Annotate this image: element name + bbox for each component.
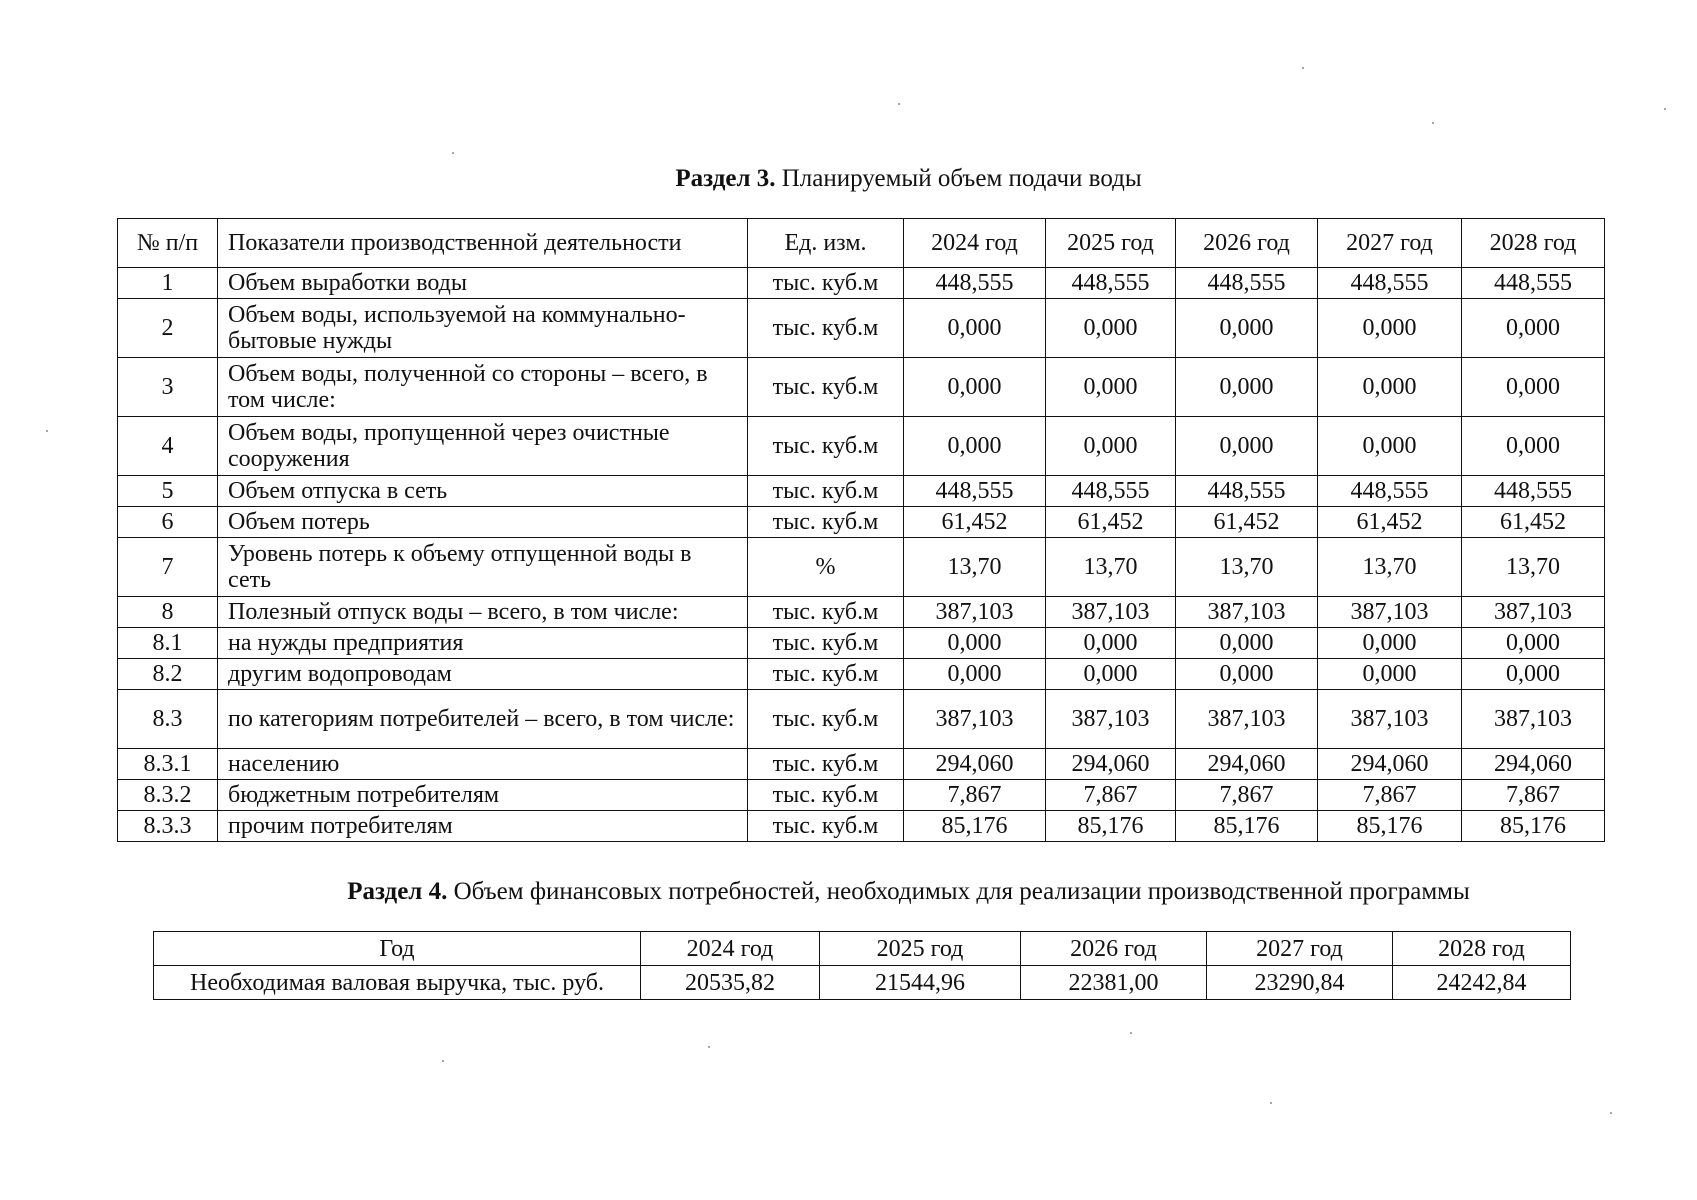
section-4-title-text: Объем финансовых потребностей, необходимых для реализации производственной программы xyxy=(447,878,1470,905)
header-num: № п/п xyxy=(118,219,218,268)
row-unit: тыс. куб.м xyxy=(748,597,904,628)
row-num: 8.3.1 xyxy=(118,749,218,780)
scan-speck xyxy=(442,1060,444,1062)
financial-header-year-2026: 2026 год xyxy=(1021,932,1207,966)
row-value: 387,103 xyxy=(1462,690,1605,749)
table-row xyxy=(118,628,1605,659)
row-unit: тыс. куб.м xyxy=(748,811,904,842)
row-value: 7,867 xyxy=(1176,780,1318,811)
row-value: 0,000 xyxy=(904,299,1046,358)
financial-value-2027: 23290,84 xyxy=(1207,966,1393,1000)
row-value: 387,103 xyxy=(904,597,1046,628)
section-3-title xyxy=(60,164,1697,194)
financial-header-label: Год xyxy=(154,932,641,966)
row-label: на нужды предприятия xyxy=(218,628,748,659)
row-value: 0,000 xyxy=(1318,299,1462,358)
row-unit: тыс. куб.м xyxy=(748,780,904,811)
row-label: бюджетным потребителям xyxy=(218,780,748,811)
row-value: 294,060 xyxy=(904,749,1046,780)
section-3-title-bold: Раздел 3. xyxy=(675,165,776,192)
row-unit: тыс. куб.м xyxy=(748,690,904,749)
row-value: 13,70 xyxy=(1046,538,1176,597)
row-unit: тыс. куб.м xyxy=(748,507,904,538)
row-value: 0,000 xyxy=(1046,299,1176,358)
scan-speck xyxy=(898,103,900,105)
row-label: по категориям потребителей – всего, в том числе: xyxy=(218,690,748,749)
table-row xyxy=(118,811,1605,842)
table-row xyxy=(118,749,1605,780)
financial-row-label: Необходимая валовая выручка, тыс. руб. xyxy=(154,966,641,1000)
scan-speck xyxy=(1610,1112,1612,1114)
row-num: 3 xyxy=(118,358,218,417)
row-num: 4 xyxy=(118,417,218,476)
row-num: 1 xyxy=(118,268,218,299)
row-value: 0,000 xyxy=(1462,417,1605,476)
row-value: 7,867 xyxy=(904,780,1046,811)
row-num: 8.1 xyxy=(118,628,218,659)
row-value: 0,000 xyxy=(1462,358,1605,417)
scan-speck xyxy=(1130,1032,1132,1034)
row-value: 0,000 xyxy=(1462,659,1605,690)
row-value: 0,000 xyxy=(1046,659,1176,690)
row-value: 387,103 xyxy=(1176,597,1318,628)
row-value: 61,452 xyxy=(1046,507,1176,538)
row-value: 294,060 xyxy=(1462,749,1605,780)
row-value: 85,176 xyxy=(1176,811,1318,842)
row-value: 387,103 xyxy=(1318,690,1462,749)
row-value: 7,867 xyxy=(1462,780,1605,811)
scan-speck xyxy=(46,430,48,432)
row-label: населению xyxy=(218,749,748,780)
financial-header-row xyxy=(154,932,1571,966)
row-label: прочим потребителям xyxy=(218,811,748,842)
table-row xyxy=(118,476,1605,507)
row-value: 61,452 xyxy=(904,507,1046,538)
table-row xyxy=(118,538,1605,597)
water-supply-table xyxy=(117,218,1605,842)
row-value: 387,103 xyxy=(904,690,1046,749)
row-label: Объем воды, полученной со стороны – всего, в том числе: xyxy=(218,358,748,417)
scan-speck xyxy=(1270,1102,1272,1104)
row-unit: % xyxy=(748,538,904,597)
row-value: 0,000 xyxy=(1318,659,1462,690)
row-num: 5 xyxy=(118,476,218,507)
row-num: 8.2 xyxy=(118,659,218,690)
header-indicator: Показатели производственной деятельности xyxy=(218,219,748,268)
header-year-2024: 2024 год xyxy=(904,219,1046,268)
table-row xyxy=(118,597,1605,628)
row-value: 387,103 xyxy=(1046,597,1176,628)
row-label: другим водопроводам xyxy=(218,659,748,690)
row-value: 13,70 xyxy=(1462,538,1605,597)
row-value: 7,867 xyxy=(1046,780,1176,811)
row-value: 0,000 xyxy=(1176,628,1318,659)
row-value: 61,452 xyxy=(1176,507,1318,538)
header-year-2028: 2028 год xyxy=(1462,219,1605,268)
table-row xyxy=(118,417,1605,476)
row-value: 0,000 xyxy=(1046,417,1176,476)
row-num: 8.3 xyxy=(118,690,218,749)
row-value: 0,000 xyxy=(1046,358,1176,417)
row-value: 13,70 xyxy=(904,538,1046,597)
table-row xyxy=(118,780,1605,811)
row-value: 448,555 xyxy=(904,476,1046,507)
row-value: 0,000 xyxy=(1462,628,1605,659)
financial-value-2025: 21544,96 xyxy=(820,966,1021,1000)
row-label: Уровень потерь к объему отпущенной воды в сеть xyxy=(218,538,748,597)
scan-speck xyxy=(452,152,454,154)
row-num: 8 xyxy=(118,597,218,628)
row-label: Полезный отпуск воды – всего, в том числе: xyxy=(218,597,748,628)
financial-header-year-2028: 2028 год xyxy=(1393,932,1571,966)
row-value: 61,452 xyxy=(1462,507,1605,538)
row-label: Объем воды, используемой на коммунально-бытовые нужды xyxy=(218,299,748,358)
row-value: 448,555 xyxy=(1462,476,1605,507)
scan-speck xyxy=(1664,108,1666,110)
row-value: 294,060 xyxy=(1318,749,1462,780)
row-unit: тыс. куб.м xyxy=(748,358,904,417)
row-unit: тыс. куб.м xyxy=(748,659,904,690)
row-value: 85,176 xyxy=(1462,811,1605,842)
row-value: 85,176 xyxy=(904,811,1046,842)
scan-speck xyxy=(1302,67,1304,69)
row-label: Объем отпуска в сеть xyxy=(218,476,748,507)
row-value: 0,000 xyxy=(904,358,1046,417)
row-value: 0,000 xyxy=(1318,417,1462,476)
row-value: 0,000 xyxy=(1046,628,1176,659)
scan-speck xyxy=(708,1046,710,1048)
row-unit: тыс. куб.м xyxy=(748,268,904,299)
row-unit: тыс. куб.м xyxy=(748,476,904,507)
row-label: Объем потерь xyxy=(218,507,748,538)
row-value: 7,867 xyxy=(1318,780,1462,811)
row-value: 387,103 xyxy=(1462,597,1605,628)
row-value: 61,452 xyxy=(1318,507,1462,538)
table-row xyxy=(118,659,1605,690)
table-row xyxy=(118,358,1605,417)
row-value: 448,555 xyxy=(1318,268,1462,299)
row-value: 448,555 xyxy=(1176,476,1318,507)
header-year-2025: 2025 год xyxy=(1046,219,1176,268)
row-value: 448,555 xyxy=(1176,268,1318,299)
row-unit: тыс. куб.м xyxy=(748,749,904,780)
header-unit: Ед. изм. xyxy=(748,219,904,268)
row-value: 0,000 xyxy=(1176,358,1318,417)
scan-speck xyxy=(1432,122,1434,124)
row-num: 2 xyxy=(118,299,218,358)
row-value: 448,555 xyxy=(1046,476,1176,507)
row-num: 8.3.2 xyxy=(118,780,218,811)
row-value: 13,70 xyxy=(1318,538,1462,597)
row-unit: тыс. куб.м xyxy=(748,628,904,659)
row-value: 85,176 xyxy=(1046,811,1176,842)
row-value: 448,555 xyxy=(1318,476,1462,507)
section-3-title-text: Планируемый объем подачи воды xyxy=(775,165,1142,192)
row-value: 0,000 xyxy=(904,628,1046,659)
section-4-title-bold: Раздел 4. xyxy=(347,878,448,905)
row-unit: тыс. куб.м xyxy=(748,417,904,476)
financial-header-year-2027: 2027 год xyxy=(1207,932,1393,966)
row-value: 448,555 xyxy=(904,268,1046,299)
row-value: 0,000 xyxy=(1462,299,1605,358)
financial-value-2026: 22381,00 xyxy=(1021,966,1207,1000)
financial-revenue-row xyxy=(154,966,1571,1000)
row-value: 294,060 xyxy=(1176,749,1318,780)
financial-header-year-2025: 2025 год xyxy=(820,932,1021,966)
row-label: Объем воды, пропущенной через очистные сооружения xyxy=(218,417,748,476)
row-value: 387,103 xyxy=(1318,597,1462,628)
row-num: 6 xyxy=(118,507,218,538)
table-row xyxy=(118,299,1605,358)
financial-value-2028: 24242,84 xyxy=(1393,966,1571,1000)
financial-value-2024: 20535,82 xyxy=(641,966,820,1000)
row-unit: тыс. куб.м xyxy=(748,299,904,358)
row-value: 294,060 xyxy=(1046,749,1176,780)
row-num: 8.3.3 xyxy=(118,811,218,842)
row-value: 448,555 xyxy=(1462,268,1605,299)
row-value: 387,103 xyxy=(1176,690,1318,749)
row-value: 448,555 xyxy=(1046,268,1176,299)
row-value: 0,000 xyxy=(1176,659,1318,690)
row-value: 0,000 xyxy=(904,659,1046,690)
row-value: 387,103 xyxy=(1046,690,1176,749)
financial-needs-table xyxy=(153,931,1571,1000)
row-value: 0,000 xyxy=(1176,417,1318,476)
section-4-title xyxy=(60,877,1697,907)
row-label: Объем выработки воды xyxy=(218,268,748,299)
row-value: 85,176 xyxy=(1318,811,1462,842)
row-value: 0,000 xyxy=(1318,628,1462,659)
row-num: 7 xyxy=(118,538,218,597)
table-row xyxy=(118,690,1605,749)
row-value: 13,70 xyxy=(1176,538,1318,597)
table-row xyxy=(118,268,1605,299)
table-header-row xyxy=(118,219,1605,268)
row-value: 0,000 xyxy=(904,417,1046,476)
row-value: 0,000 xyxy=(1176,299,1318,358)
header-year-2026: 2026 год xyxy=(1176,219,1318,268)
financial-header-year-2024: 2024 год xyxy=(641,932,820,966)
table-row xyxy=(118,507,1605,538)
row-value: 0,000 xyxy=(1318,358,1462,417)
header-year-2027: 2027 год xyxy=(1318,219,1462,268)
